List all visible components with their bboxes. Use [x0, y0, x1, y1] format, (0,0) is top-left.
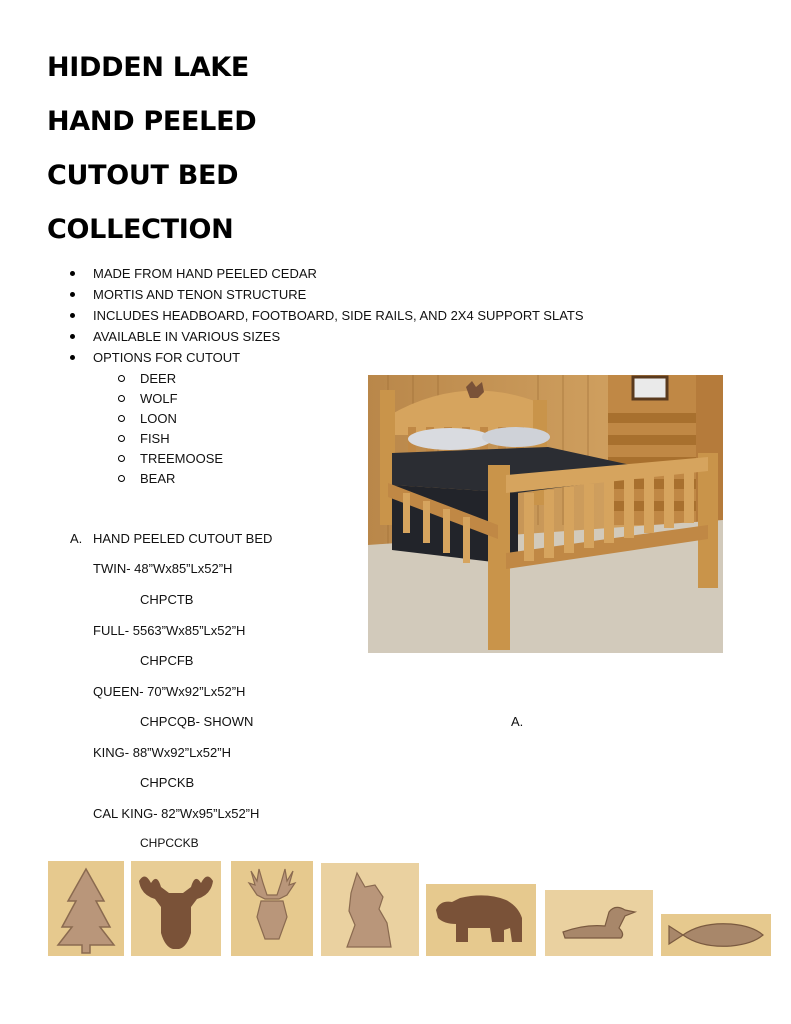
fish-cutout-thumbnail: [661, 914, 771, 956]
feature-item: AVAILABLE IN VARIOUS SIZES: [93, 329, 281, 344]
wolf-cutout-thumbnail: [321, 863, 419, 956]
title-line-2: HAND PEELED: [47, 106, 257, 137]
feature-item: MADE FROM HAND PEELED CEDAR: [93, 266, 317, 281]
title-line-1: HIDDEN LAKE: [47, 52, 250, 83]
product-name: HAND PEELED CUTOUT BED: [93, 531, 273, 546]
product-marker: A.: [70, 531, 83, 546]
size-sku: CHPCQB- SHOWN: [140, 714, 254, 729]
bed-photo: [368, 375, 723, 653]
cutout-option-item: BEAR: [140, 471, 176, 486]
size-dimension: FULL- 5563”Wx85”Lx52”H: [93, 623, 246, 638]
size-dimension: TWIN- 48”Wx85”Lx52”H: [93, 561, 233, 576]
feature-item: OPTIONS FOR CUTOUT: [93, 350, 241, 365]
bear-cutout-thumbnail: [426, 884, 536, 956]
size-sku: CHPCFB: [140, 653, 194, 668]
size-dimension: CAL KING- 82”Wx95”Lx52”H: [93, 806, 260, 821]
size-dimension: QUEEN- 70”Wx92”Lx52”H: [93, 684, 246, 699]
photo-caption: A.: [511, 714, 524, 729]
cutout-option-item: DEER: [140, 371, 177, 386]
size-sku: CHPCKB: [140, 775, 195, 790]
feature-item: INCLUDES HEADBOARD, FOOTBOARD, SIDE RAILS, AND 2X4 SUPPORT SLATS: [93, 308, 584, 323]
feature-item: MORTIS AND TENON STRUCTURE: [93, 287, 307, 302]
title-line-4: COLLECTION: [47, 214, 234, 245]
deer-cutout-thumbnail: [231, 861, 313, 956]
title-line-3: CUTOUT BED: [47, 160, 239, 191]
cutout-option-item: LOON: [140, 411, 177, 426]
moose-cutout-thumbnail: [131, 861, 221, 956]
loon-cutout-thumbnail: [545, 890, 653, 956]
cutout-option-item: FISH: [140, 431, 170, 446]
size-sku: CHPCTB: [140, 592, 194, 607]
size-sku: CHPCCKB: [140, 836, 199, 850]
size-dimension: KING- 88”Wx92”Lx52”H: [93, 745, 231, 760]
tree-cutout-thumbnail: [48, 861, 124, 956]
cutout-option-item: TREEMOOSE: [140, 451, 224, 466]
cutout-option-item: WOLF: [140, 391, 178, 406]
